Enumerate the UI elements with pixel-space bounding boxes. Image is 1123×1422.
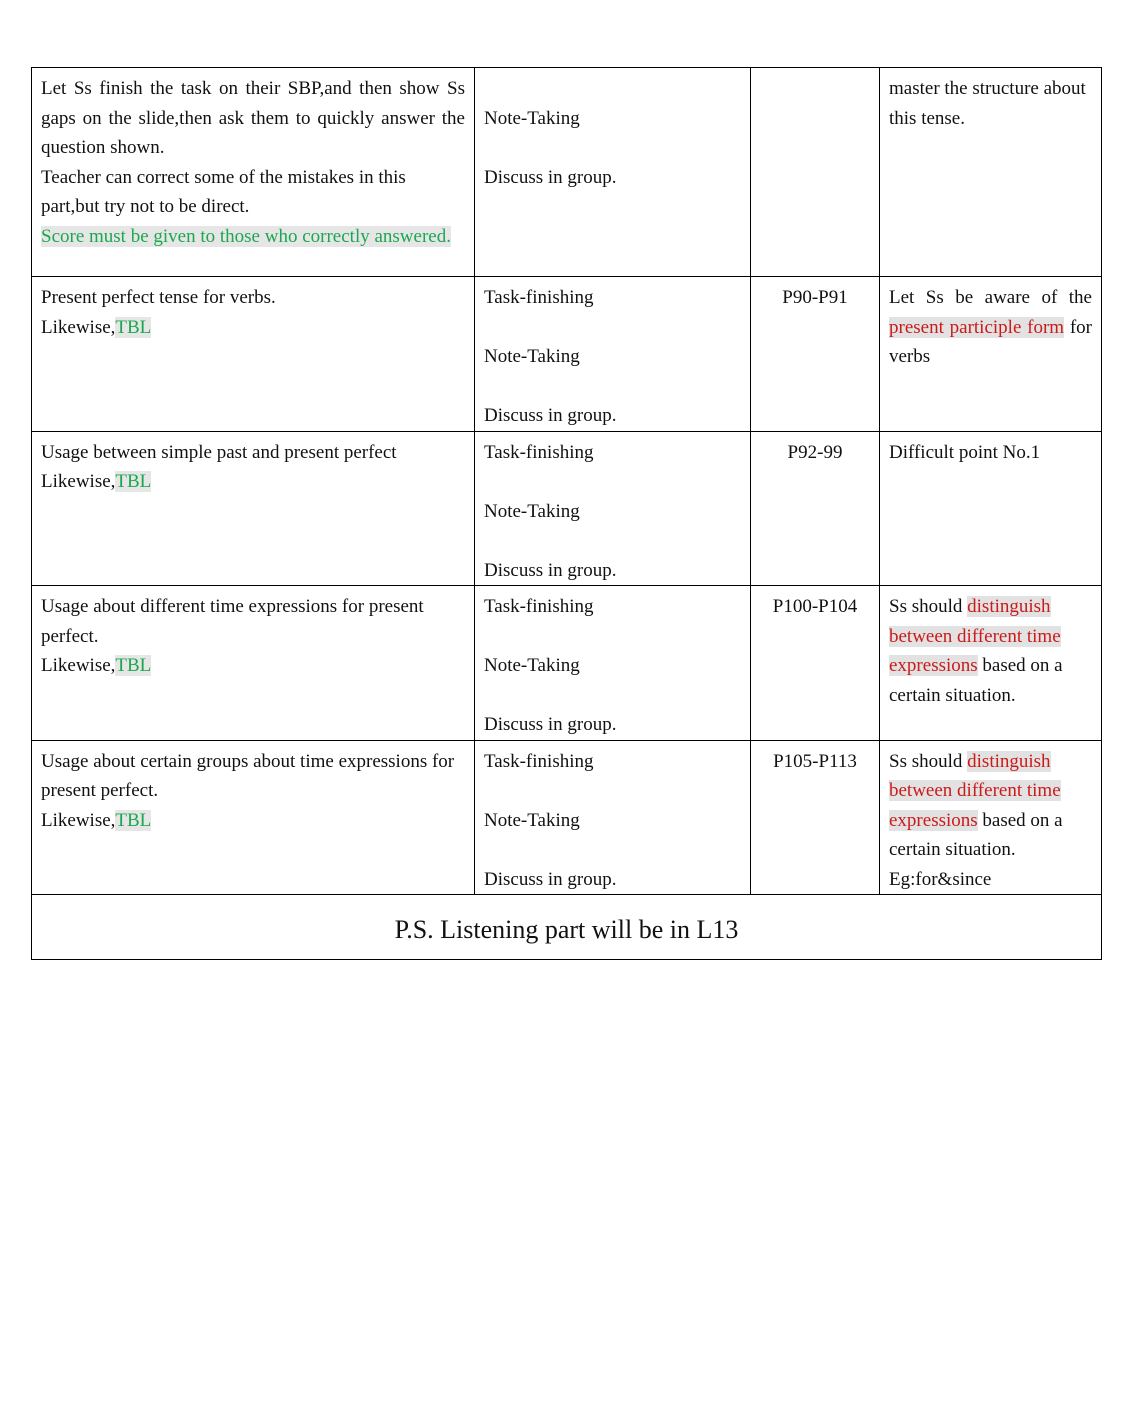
content-cell [32, 586, 475, 741]
goal-cell [880, 740, 1102, 895]
pages-cell: P100-P104 [751, 586, 880, 741]
activity-cell [475, 277, 751, 432]
goal-example: Eg:for&since [889, 868, 992, 890]
activity-item: Discuss in group. [484, 405, 617, 426]
tbl-highlight: TBL [115, 655, 152, 676]
content-cell [32, 431, 475, 586]
activity-item: Note-Taking [484, 500, 580, 522]
table-row [32, 277, 1102, 432]
goal-text: based on a certain situation. [889, 809, 1063, 860]
red-highlight-text: present participle form [889, 316, 1065, 338]
activity-cell [475, 586, 751, 741]
goal-text: Ss should [889, 750, 963, 772]
activity-item: Discuss in group. [484, 868, 617, 890]
table-row [32, 586, 1102, 741]
table-row [32, 68, 1102, 277]
likewise-text: Likewise, [41, 655, 116, 676]
activity-item: Task-finishing [484, 750, 594, 772]
pages-cell: P105-P113 [751, 740, 880, 895]
red-highlight-text: distinguish [967, 596, 1051, 617]
goal-cell [880, 431, 1102, 586]
tbl-highlight: TBL [115, 809, 152, 831]
goal-text: Difficult point No.1 [889, 441, 1041, 463]
green-highlight-text: Score must be given to those who correctly answered. [41, 225, 451, 247]
content-text: Usage about different time expressions for present perfect. [41, 596, 424, 647]
red-highlight-text: distinguish [967, 750, 1051, 772]
content-text: Let Ss finish the task on their SBP,and then show Ss gaps on the slide,then ask them to quickly answer the question shown. [41, 78, 465, 158]
content-cell [32, 277, 475, 432]
likewise-text: Likewise, [41, 471, 116, 492]
activity-item: Note-Taking [484, 346, 580, 367]
activity-item: Task-finishing [484, 287, 594, 308]
goal-cell [880, 586, 1102, 741]
tbl-highlight: TBL [115, 471, 152, 492]
pages-cell [751, 68, 880, 277]
tbl-highlight: TBL [115, 316, 152, 338]
goal-text: Let Ss be aware of the [889, 287, 1092, 308]
likewise-text: Likewise, [41, 316, 116, 338]
activity-cell [475, 68, 751, 277]
lesson-plan-page [31, 67, 1101, 960]
goal-text: master the structure about this tense. [889, 78, 1086, 129]
goal-text: based on a certain situation. [889, 655, 1063, 706]
red-highlight-text: between different time [889, 625, 1061, 647]
footer-row [32, 895, 1102, 960]
activity-item: Task-finishing [484, 596, 594, 617]
goal-cell [880, 277, 1102, 432]
footer-note: P.S. Listening part will be in L13 [32, 895, 1102, 960]
goal-cell [880, 68, 1102, 277]
goal-text: for verbs [889, 316, 1092, 367]
table-row [32, 431, 1102, 586]
content-cell [32, 68, 475, 277]
activity-item: Task-finishing [484, 441, 594, 463]
red-highlight-text: between different time [889, 780, 1061, 801]
activity-item: Note-Taking [484, 655, 580, 676]
red-highlight-text: expressions [889, 809, 978, 831]
content-text: Usage between simple past and present perfect [41, 441, 397, 463]
red-highlight-text: expressions [889, 655, 978, 676]
activity-item: Discuss in group. [484, 559, 617, 581]
content-text: Present perfect tense for verbs. [41, 287, 276, 308]
pages-cell: P92-99 [751, 431, 880, 586]
table-row [32, 740, 1102, 895]
pages-cell: P90-P91 [751, 277, 880, 432]
activity-cell [475, 431, 751, 586]
content-cell [32, 740, 475, 895]
content-text: Teacher can correct some of the mistakes in this part,but try not to be direct. [41, 166, 406, 217]
likewise-text: Likewise, [41, 809, 116, 831]
activity-cell [475, 740, 751, 895]
activity-item: Note-Taking [484, 809, 580, 831]
lesson-plan-table [31, 67, 1102, 960]
activity-item: Discuss in group. [484, 166, 617, 188]
activity-item: Note-Taking [484, 107, 580, 129]
activity-item: Discuss in group. [484, 714, 617, 735]
goal-text: Ss should [889, 596, 963, 617]
content-text: Usage about certain groups about time expressions for present perfect. [41, 750, 455, 801]
